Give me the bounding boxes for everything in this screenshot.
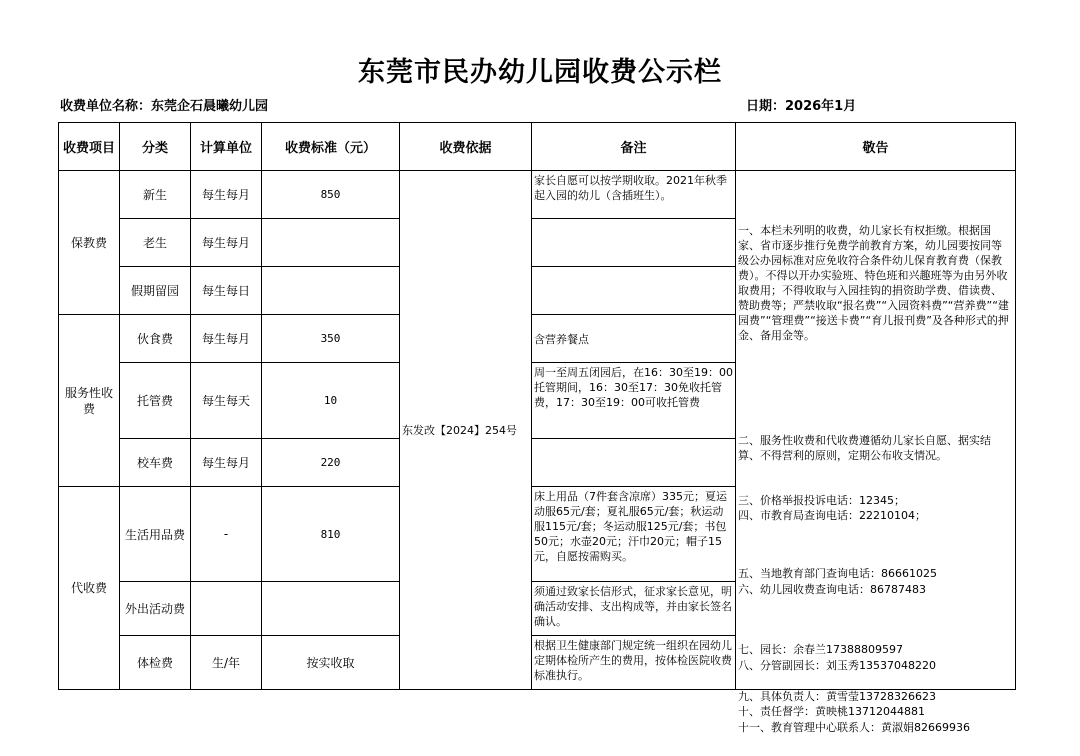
cell-standard (262, 219, 400, 267)
cell-standard (262, 582, 400, 636)
notice-p6b: 十、责任督学：黄映桃13712044881 (738, 705, 925, 718)
header-category: 分类 (120, 123, 191, 171)
notice-p1: 一、本栏未列明的收费，幼儿家长有权拒缴。根据国家、省市逐步推行免费学前教育方案，幼儿园要按同等级公办园标准对应免收符合条件幼儿保育教育费（保教费）。不得以开办实验班、特色班和兴趣班等为由另外收取费用；不得收取与入园挂钩的捐资助学费、借读费、赞助费等；严禁收取“报名费”“入园资料费”“营养费”“建园费”“管理费”“接送卡费”“育儿报刊费”及各种形式的押金、备用金等。 (738, 224, 1009, 342)
cell-unit: 每生每日 (191, 267, 262, 315)
cell-category: 外出活动费 (120, 582, 191, 636)
header-unit: 计算单位 (191, 123, 262, 171)
cell-remark: 含营养餐点 (532, 315, 736, 363)
notice-date: 日期：2026年1月 (746, 99, 857, 114)
header-remark: 备注 (532, 123, 736, 171)
cell-unit: 每生每月 (191, 315, 262, 363)
group-fuwu-label: 服务性收费 (64, 385, 113, 416)
cell-category: 老生 (120, 219, 191, 267)
cell-unit: 每生每月 (191, 439, 262, 487)
cell-category: 假期留园 (120, 267, 191, 315)
cell-remark: 家长自愿可以按学期收取。2021年秋季起入园的幼儿（含插班生）。 (532, 171, 736, 219)
cell-unit: 生/年 (191, 636, 262, 690)
cell-category: 新生 (120, 171, 191, 219)
cell-remark (532, 219, 736, 267)
cell-remark: 根据卫生健康部门规定统一组织在园幼儿定期体检所产生的费用，按体检医院收费标准执行。 (532, 636, 736, 690)
cell-remark (532, 267, 736, 315)
header-item: 收费项目 (59, 123, 120, 171)
cell-remark: 床上用品（7件套含凉席）335元；夏运动服65元/套；夏礼服65元/套；秋运动服115元/套；冬运动服125元/套；书包50元；水壶20元；汗巾20元；帽子15元，自愿按需购买。 (532, 487, 736, 582)
group-daishou-label: 代收费 (70, 581, 107, 595)
basis-cell: 东发改【2024】254号 (400, 171, 532, 690)
header-notice: 敬告 (736, 123, 1016, 171)
cell-unit: 每生每天 (191, 363, 262, 439)
cell-standard (262, 267, 400, 315)
header-standard: 收费标准（元） (262, 123, 400, 171)
notice-p3a: 三、价格举报投诉电话：12345； (738, 494, 905, 507)
group-baojiao: 保教费 (59, 171, 120, 315)
notice-p6c: 十一、教育管理中心联系人：黄淑娟82669936 (738, 721, 970, 734)
notice-cell (736, 171, 1016, 734)
cell-category: 托管费 (120, 363, 191, 439)
header-basis: 收费依据 (400, 123, 532, 171)
page-title: 东莞市民办幼儿园收费公示栏 (358, 57, 722, 88)
notice-p6a: 九、具体负责人：黄雪莹13728326623 (738, 690, 936, 703)
cell-remark: 周一至周五闭园后，在16：30至19：00托管期间，16：30至17：30免收托管费，17：30至19：00可收托管费 (532, 363, 736, 439)
notice-p3b: 四、市教育局查询电话：22210104； (738, 509, 926, 522)
cell-remark (532, 439, 736, 487)
cell-category: 校车费 (120, 439, 191, 487)
fee-table (58, 122, 1016, 734)
notice-p4a: 五、当地教育部门查询电话：86661025 (738, 567, 937, 580)
cell-unit (191, 582, 262, 636)
charging-unit-name: 收费单位名称：东莞企石晨曦幼儿园 (60, 99, 269, 114)
cell-category: 生活用品费 (120, 487, 191, 582)
group-daishou (59, 487, 120, 690)
cell-remark: 须通过致家长信形式，征求家长意见，明确活动安排、支出构成等，并由家长签名确认。 (532, 582, 736, 636)
group-fuwu (59, 315, 120, 487)
cell-unit: 每生每月 (191, 219, 262, 267)
cell-standard: 按实收取 (262, 636, 400, 690)
cell-category: 伙食费 (120, 315, 191, 363)
notice-p5b: 八、分管副园长：刘玉秀13537048220 (738, 659, 936, 672)
cell-standard: 220 (262, 439, 400, 487)
cell-standard: 810 (262, 487, 400, 582)
cell-standard: 350 (262, 315, 400, 363)
cell-standard: 850 (262, 171, 400, 219)
header-row (59, 123, 1016, 171)
cell-unit: 每生每月 (191, 171, 262, 219)
notice-p5a: 七、园长：余春兰17388809597 (738, 643, 903, 656)
notice-p2: 二、服务性收费和代收费遵循幼儿家长自愿、据实结算、不得营利的原则，定期公布收支情况。 (738, 434, 991, 462)
cell-category: 体检费 (120, 636, 191, 690)
cell-unit: - (191, 487, 262, 582)
table-row (59, 171, 1016, 219)
notice-p4b: 六、幼儿园收费查询电话：86787483 (738, 583, 926, 596)
cell-standard: 10 (262, 363, 400, 439)
